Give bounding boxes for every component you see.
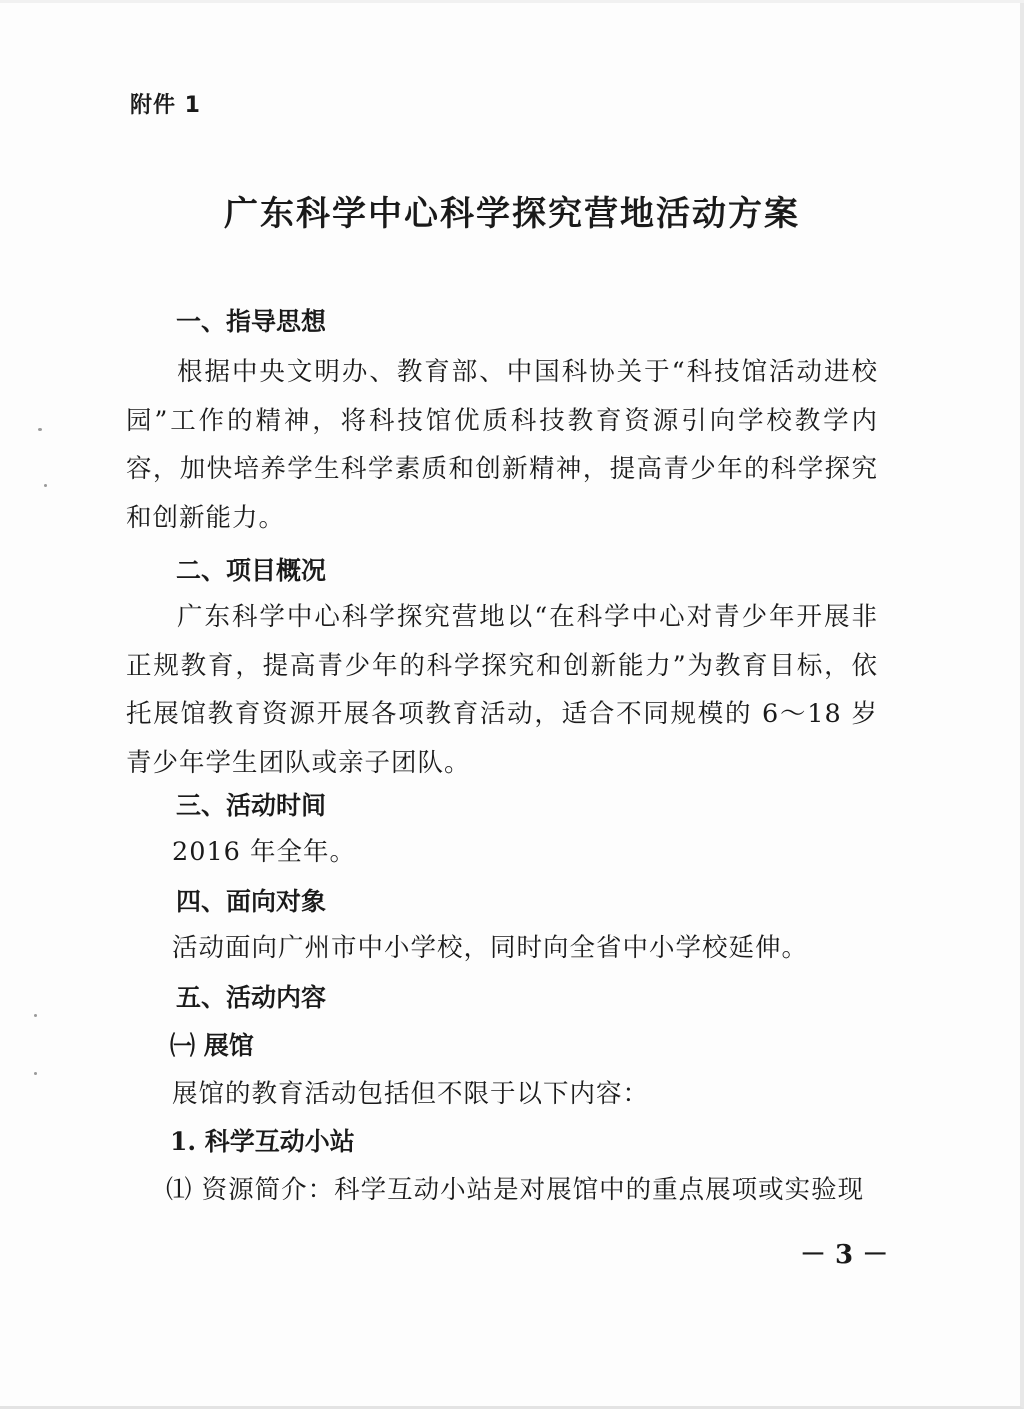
section-heading-activity-content: 五、活动内容 <box>176 983 327 1012</box>
section-paragraph-guiding-ideology: 根据中央文明办、教育部、中国科协关于“科技馆活动进校园”工作的精神，将科技馆优质科技教育资源引向学校教学内容，加快培养学生科学素质和创新精神，提高青少年的科学探究和创新能力。 <box>126 357 878 533</box>
section-heading-activity-time: 三、活动时间 <box>176 791 327 820</box>
scan-speck <box>34 1072 37 1075</box>
scan-edge <box>0 0 1024 3</box>
section-heading-project-overview: 二、项目概况 <box>176 556 327 585</box>
scan-speck <box>34 1014 37 1017</box>
document-title: 广东科学中心科学探究营地活动方案 <box>224 194 800 234</box>
activity-time-text: 2016 年全年。 <box>172 837 357 867</box>
page-number: － 3 － <box>800 1240 889 1270</box>
section-paragraph-project-overview: 广东科学中心科学探究营地以“在科学中心对青少年开展非正规教育，提高青少年的科学探究和创新能力”为教育目标，依托展馆教育资源开展各项教育活动，适合不同规模的 6～18 岁青少年学生团队或亲子团队。 <box>126 602 878 778</box>
scan-speck <box>38 428 42 431</box>
attachment-label: 附件 1 <box>130 93 201 118</box>
section-heading-target-audience: 四、面向对象 <box>176 887 327 916</box>
item-resource-intro: ⑴ 资源简介：科学互动小站是对展馆中的重点展项或实验现 <box>166 1175 865 1205</box>
target-audience-text: 活动面向广州市中小学校，同时向全省中小学校延伸。 <box>172 933 809 963</box>
exhibition-intro-text: 展馆的教育活动包括但不限于以下内容： <box>172 1079 650 1109</box>
item-science-interactive-station: 1. 科学互动小站 <box>170 1127 355 1156</box>
section-heading-guiding-ideology: 一、指导思想 <box>176 307 327 336</box>
subsection-exhibition-hall: ㈠ 展馆 <box>170 1031 254 1060</box>
scan-speck <box>44 484 47 487</box>
